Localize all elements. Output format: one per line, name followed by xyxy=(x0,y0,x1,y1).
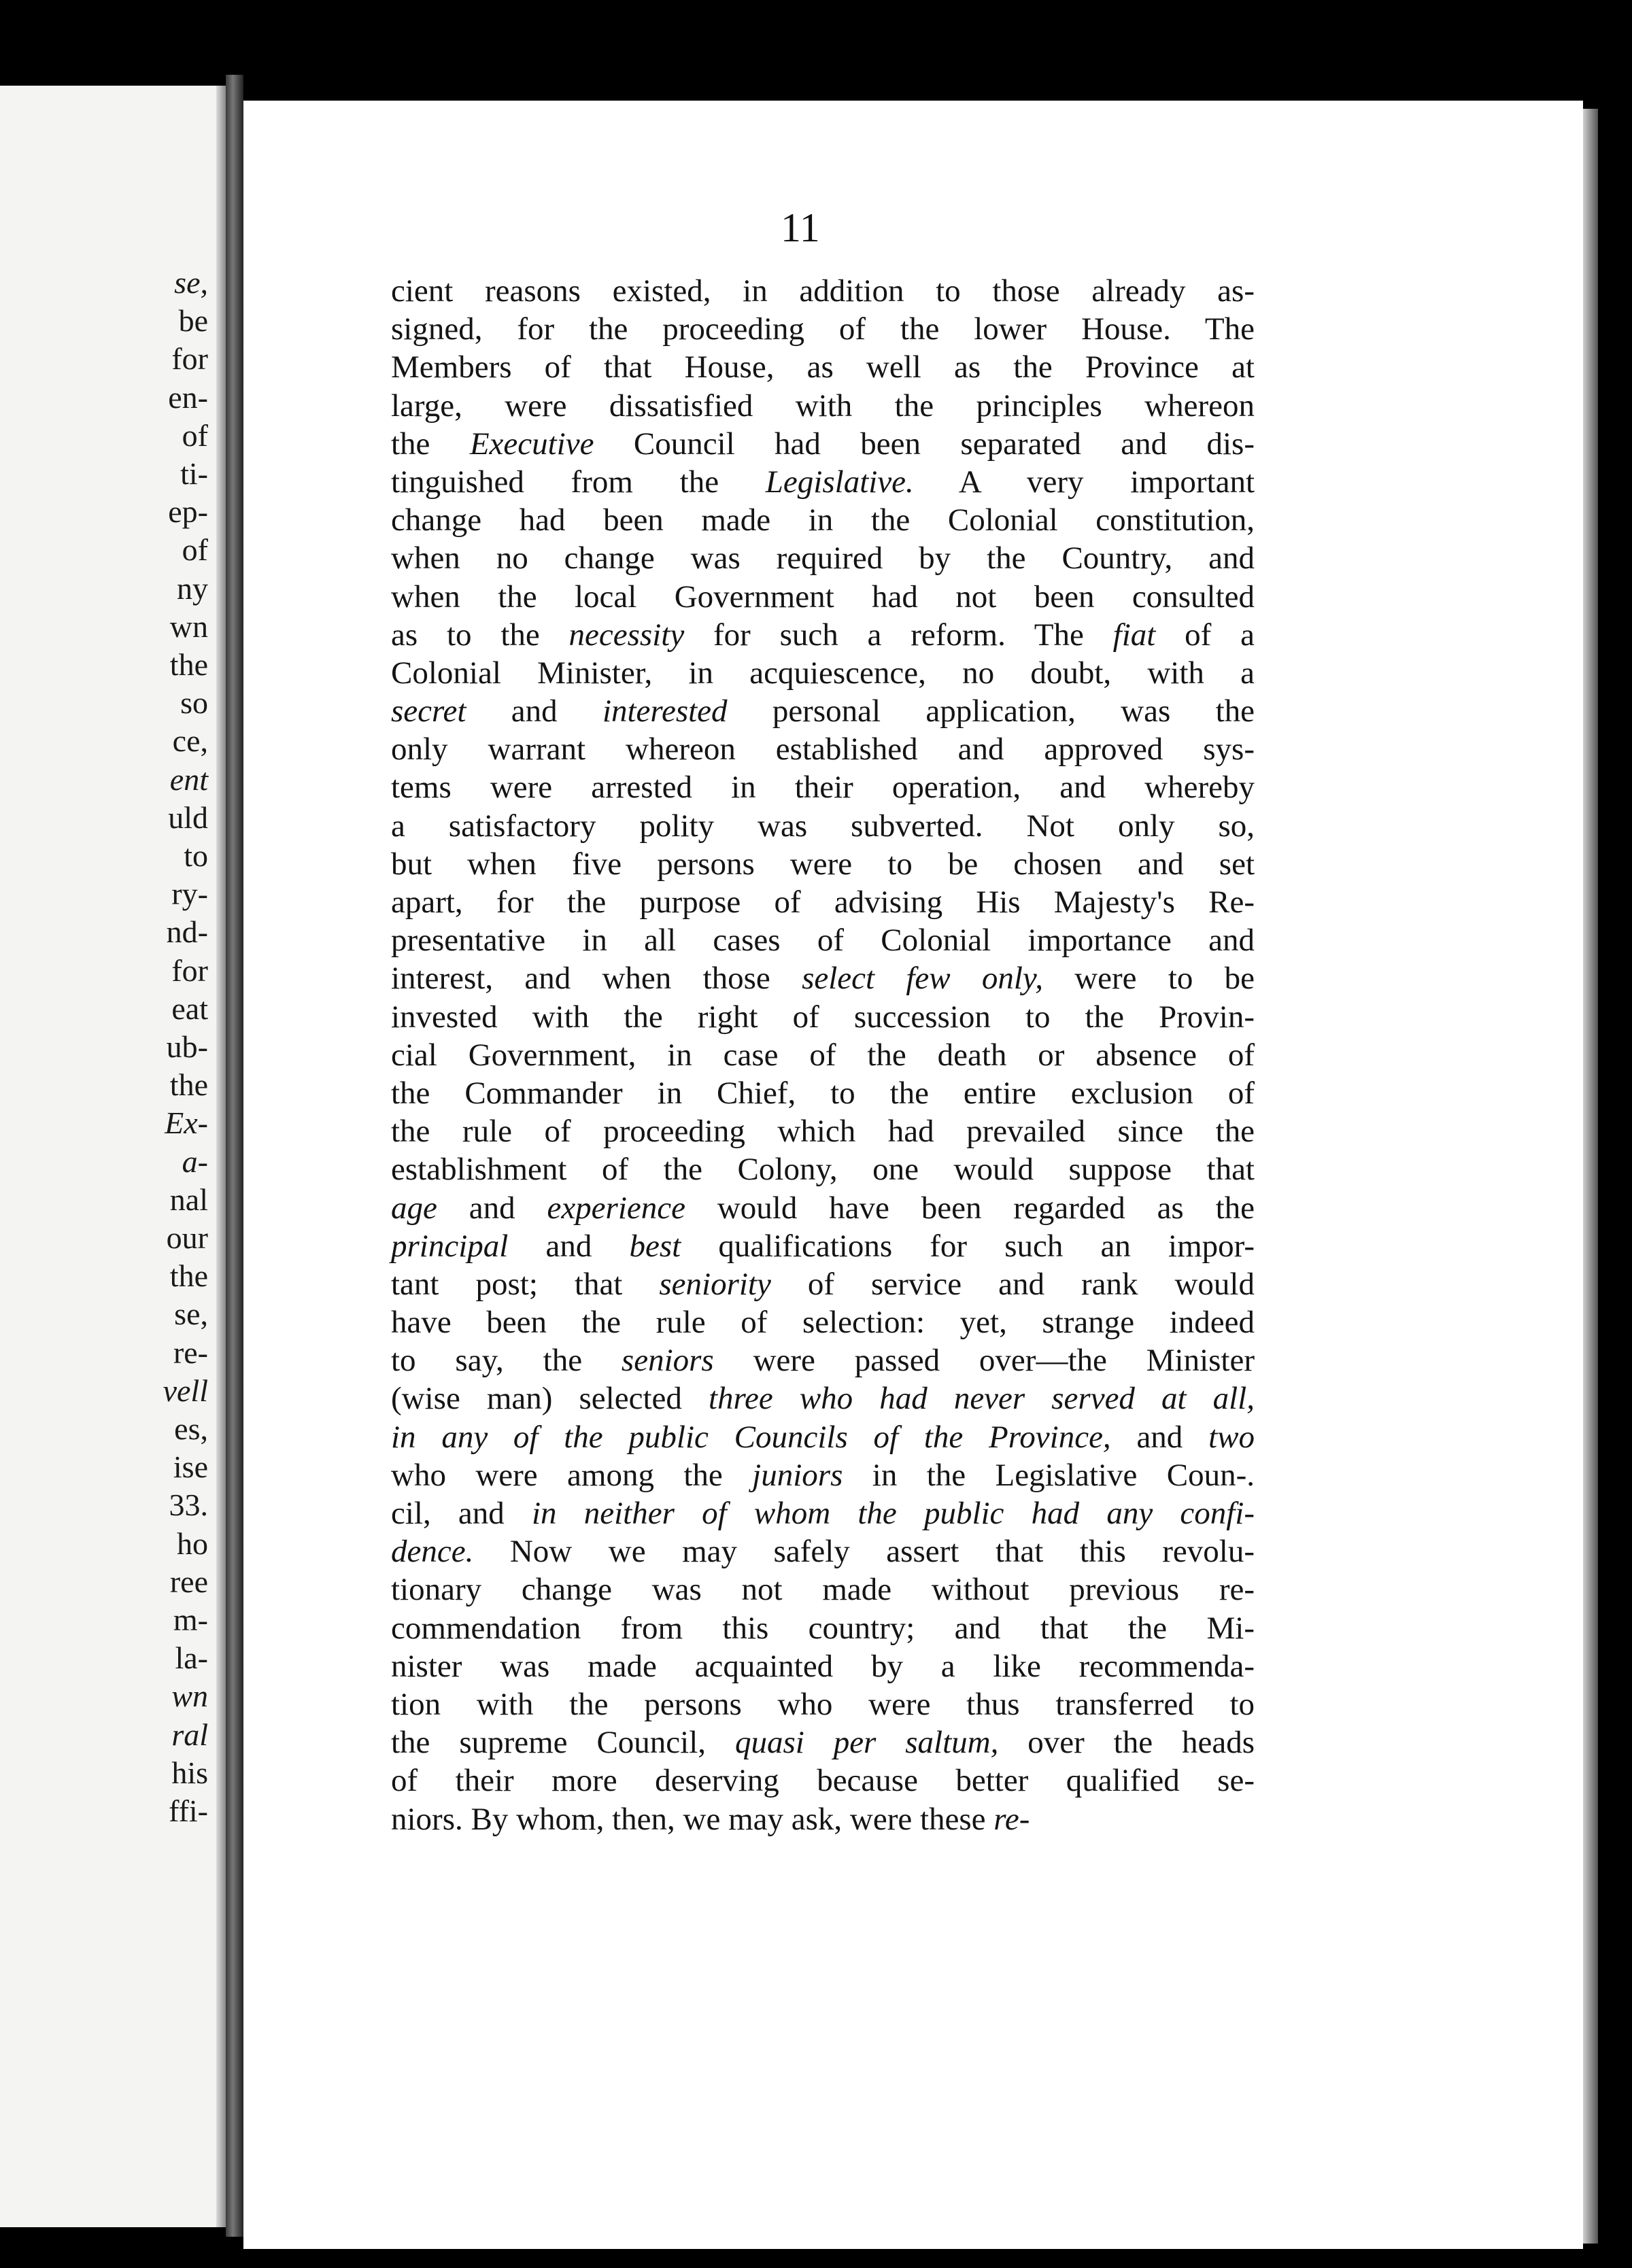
italic-text: age xyxy=(391,1190,437,1226)
margin-fragment: ise xyxy=(173,1449,208,1485)
text-run: signed, for the proceeding of the lower House. The xyxy=(391,311,1255,347)
margin-fragment: la- xyxy=(175,1640,208,1676)
text-line xyxy=(391,730,1255,768)
text-run: in the Legislative Coun-. xyxy=(843,1457,1255,1493)
margin-fragment: to xyxy=(184,838,208,873)
margin-fragment: the xyxy=(169,1067,208,1103)
text-run: as to the xyxy=(391,617,569,653)
margin-fragment: ub- xyxy=(166,1029,208,1064)
italic-text: two xyxy=(1208,1419,1255,1455)
text-run: tant post; that xyxy=(391,1266,660,1302)
margin-fragment: uld xyxy=(168,800,208,835)
text-line xyxy=(391,883,1255,921)
margin-fragment: wn xyxy=(169,608,208,644)
margin-fragment: vell xyxy=(163,1373,208,1408)
text-run: Members of that House, as well as the Province at xyxy=(391,349,1255,385)
page-number: 11 xyxy=(781,205,820,250)
margin-fragment: ti- xyxy=(180,456,208,491)
margin-fragment: 33. xyxy=(169,1488,208,1523)
facing-page-edge xyxy=(216,86,226,2227)
text-run: qualifications for such an impor- xyxy=(681,1228,1255,1264)
margin-fragment: ny xyxy=(177,570,208,606)
margin-fragment: es, xyxy=(174,1411,208,1446)
margin-fragment: ry- xyxy=(171,876,208,912)
text-run: tion with the persons who were thus transferred to xyxy=(391,1686,1255,1722)
text-line xyxy=(391,1762,1255,1800)
text-line xyxy=(391,1647,1255,1685)
text-run: cient reasons existed, in addition to those already as- xyxy=(391,273,1255,309)
text-run: nister was made acquainted by a like recommenda- xyxy=(391,1648,1255,1684)
text-run: and xyxy=(437,1190,547,1226)
text-line xyxy=(391,578,1255,616)
text-run: when the local Government had not been consulted xyxy=(391,579,1255,615)
margin-fragment: a- xyxy=(182,1144,208,1179)
italic-text: experience xyxy=(547,1190,685,1226)
text-run: of a xyxy=(1155,617,1255,653)
text-run: A very important xyxy=(913,464,1255,500)
text-run: tinguished from the xyxy=(391,464,766,500)
italic-text: principal xyxy=(391,1228,509,1264)
text-line xyxy=(391,1532,1255,1570)
text-run: Colonial Minister, in acquiescence, no doubt, with a xyxy=(391,655,1255,691)
text-run: and xyxy=(1110,1419,1209,1455)
margin-fragment: se, xyxy=(174,265,208,300)
text-line xyxy=(391,1494,1255,1532)
text-run: commendation from this country; and that the Mi- xyxy=(391,1610,1255,1646)
text-line xyxy=(391,1800,1255,1838)
italic-text: fiat xyxy=(1112,617,1156,653)
margin-fragment: ral xyxy=(171,1717,208,1752)
italic-text: select few only, xyxy=(802,961,1043,997)
italic-text: seniority xyxy=(659,1266,771,1302)
margin-fragment: en- xyxy=(168,379,208,415)
text-run: invested with the right of succession to the Provin- xyxy=(391,999,1255,1035)
italic-text: three who had never served at all, xyxy=(708,1381,1255,1417)
text-line xyxy=(391,463,1255,501)
text-run: of service and rank would xyxy=(770,1266,1255,1302)
margin-fragment: ho xyxy=(177,1526,208,1561)
text-line xyxy=(391,539,1255,577)
text-line xyxy=(391,1418,1255,1456)
text-run: and xyxy=(466,693,602,729)
text-line xyxy=(391,1265,1255,1303)
page-edge-shadow xyxy=(1583,109,1598,2244)
text-line xyxy=(391,1150,1255,1188)
text-run: were passed over—the Minister xyxy=(713,1343,1255,1379)
text-run: but when five persons were to be chosen and set xyxy=(391,846,1255,882)
text-run: apart, for the purpose of advising His Majesty's Re- xyxy=(391,884,1255,920)
text-run: only warrant whereon established and approved sys- xyxy=(391,732,1255,768)
text-run: would have been regarded as the xyxy=(685,1190,1255,1226)
text-run: the supreme Council, xyxy=(391,1725,735,1761)
text-run: Council had been separated and dis- xyxy=(594,426,1255,462)
margin-fragment: ffi- xyxy=(169,1793,208,1828)
margin-fragment: of xyxy=(182,417,208,453)
margin-fragment: the xyxy=(169,1258,208,1294)
text-run: change had been made in the Colonial constitution, xyxy=(391,502,1255,538)
text-line xyxy=(391,425,1255,463)
text-line xyxy=(391,1341,1255,1379)
text-run: tems were arrested in their operation, and whereby xyxy=(391,770,1255,806)
margin-fragment: wn xyxy=(171,1679,208,1714)
margin-fragment: se, xyxy=(174,1296,208,1332)
italic-text: in neither of whom the public had any confi- xyxy=(532,1496,1255,1531)
italic-text: re- xyxy=(993,1801,1030,1837)
facing-page xyxy=(0,86,226,2227)
text-line xyxy=(391,1074,1255,1112)
text-line xyxy=(391,310,1255,348)
text-run: tionary change was not made without previous re- xyxy=(391,1572,1255,1608)
margin-fragment: ce, xyxy=(172,723,208,759)
margin-fragment: ent xyxy=(169,761,208,797)
text-line xyxy=(391,501,1255,539)
body-text xyxy=(391,272,1255,1838)
margin-fragment: so xyxy=(180,685,208,721)
text-run: of their more deserving because better qualified se- xyxy=(391,1763,1255,1799)
text-run: Now we may safely assert that this revolu- xyxy=(473,1534,1255,1570)
text-run: have been the rule of selection: yet, strange indeed xyxy=(391,1305,1255,1341)
text-run: the rule of proceeding which had prevailed since the xyxy=(391,1114,1255,1150)
italic-text: quasi per saltum, xyxy=(734,1725,999,1761)
italic-text: seniors xyxy=(621,1343,714,1379)
margin-fragment: of xyxy=(182,532,208,568)
text-line xyxy=(391,1036,1255,1074)
text-line xyxy=(391,959,1255,997)
margin-fragment: re- xyxy=(173,1335,208,1370)
text-run: (wise man) selected xyxy=(391,1381,709,1417)
text-line xyxy=(391,1112,1255,1150)
italic-text: interested xyxy=(602,693,728,729)
margin-fragment: Ex- xyxy=(165,1105,208,1141)
text-run: to say, the xyxy=(391,1343,622,1379)
italic-text: dence. xyxy=(391,1534,474,1570)
margin-fragment: be xyxy=(178,303,208,339)
text-line xyxy=(391,616,1255,654)
text-line xyxy=(391,1570,1255,1609)
italic-text: juniors xyxy=(752,1457,843,1493)
text-line xyxy=(391,348,1255,386)
margin-fragment: the xyxy=(169,647,208,682)
text-run: large, were dissatisfied with the principles whereon xyxy=(391,388,1255,424)
text-line xyxy=(391,1379,1255,1418)
text-run: establishment of the Colony, one would suppose that xyxy=(391,1152,1255,1188)
text-run: the Commander in Chief, to the entire exclusion of xyxy=(391,1075,1255,1111)
margin-fragment: for xyxy=(171,952,208,988)
margin-fragment: nal xyxy=(169,1182,208,1217)
text-run: and xyxy=(508,1228,630,1264)
text-line xyxy=(391,1227,1255,1265)
text-line xyxy=(391,998,1255,1036)
text-run: when no change was required by the Country, and xyxy=(391,540,1255,577)
text-line xyxy=(391,1609,1255,1647)
text-line xyxy=(391,1723,1255,1762)
text-run: presentative in all cases of Colonial importance and xyxy=(391,923,1255,959)
margin-fragment: ree xyxy=(169,1564,208,1599)
text-run: interest, and when those xyxy=(391,961,802,997)
text-run: cil, and xyxy=(391,1496,532,1531)
text-line xyxy=(391,921,1255,959)
text-run: for such a reform. The xyxy=(684,617,1113,653)
italic-text: best xyxy=(629,1228,681,1264)
italic-text: necessity xyxy=(568,617,685,653)
text-run: who were among the xyxy=(391,1457,753,1493)
margin-fragment: for xyxy=(171,341,208,377)
margin-fragment: ep- xyxy=(168,494,208,530)
margin-fragment: our xyxy=(166,1220,208,1255)
text-run: niors. By whom, then, we may ask, were these xyxy=(391,1801,994,1837)
text-line xyxy=(391,272,1255,310)
text-line xyxy=(391,807,1255,845)
text-run: over the heads xyxy=(998,1725,1255,1761)
italic-text: secret xyxy=(391,693,466,729)
italic-text: Executive xyxy=(469,426,594,462)
margin-fragment: his xyxy=(171,1755,208,1790)
text-run: a satisfactory polity was subverted. Not only so, xyxy=(391,808,1255,844)
text-run: personal application, was the xyxy=(727,693,1255,729)
text-run: were to be xyxy=(1042,961,1255,997)
text-line xyxy=(391,845,1255,883)
text-line xyxy=(391,387,1255,425)
margin-fragment: m- xyxy=(173,1602,208,1637)
text-line xyxy=(391,768,1255,806)
italic-text: Legislative. xyxy=(765,464,914,500)
margin-fragment: eat xyxy=(171,991,208,1026)
text-line xyxy=(391,1456,1255,1494)
text-run: cial Government, in case of the death or absence of xyxy=(391,1037,1255,1073)
book-gutter xyxy=(226,75,243,2237)
margin-fragment: nd- xyxy=(166,914,208,950)
text-line xyxy=(391,1189,1255,1227)
italic-text: in any of the public Councils of the Province, xyxy=(391,1419,1111,1455)
text-line xyxy=(391,692,1255,730)
text-line xyxy=(391,1303,1255,1341)
text-run: the xyxy=(391,426,470,462)
text-line xyxy=(391,654,1255,692)
text-line xyxy=(391,1685,1255,1723)
